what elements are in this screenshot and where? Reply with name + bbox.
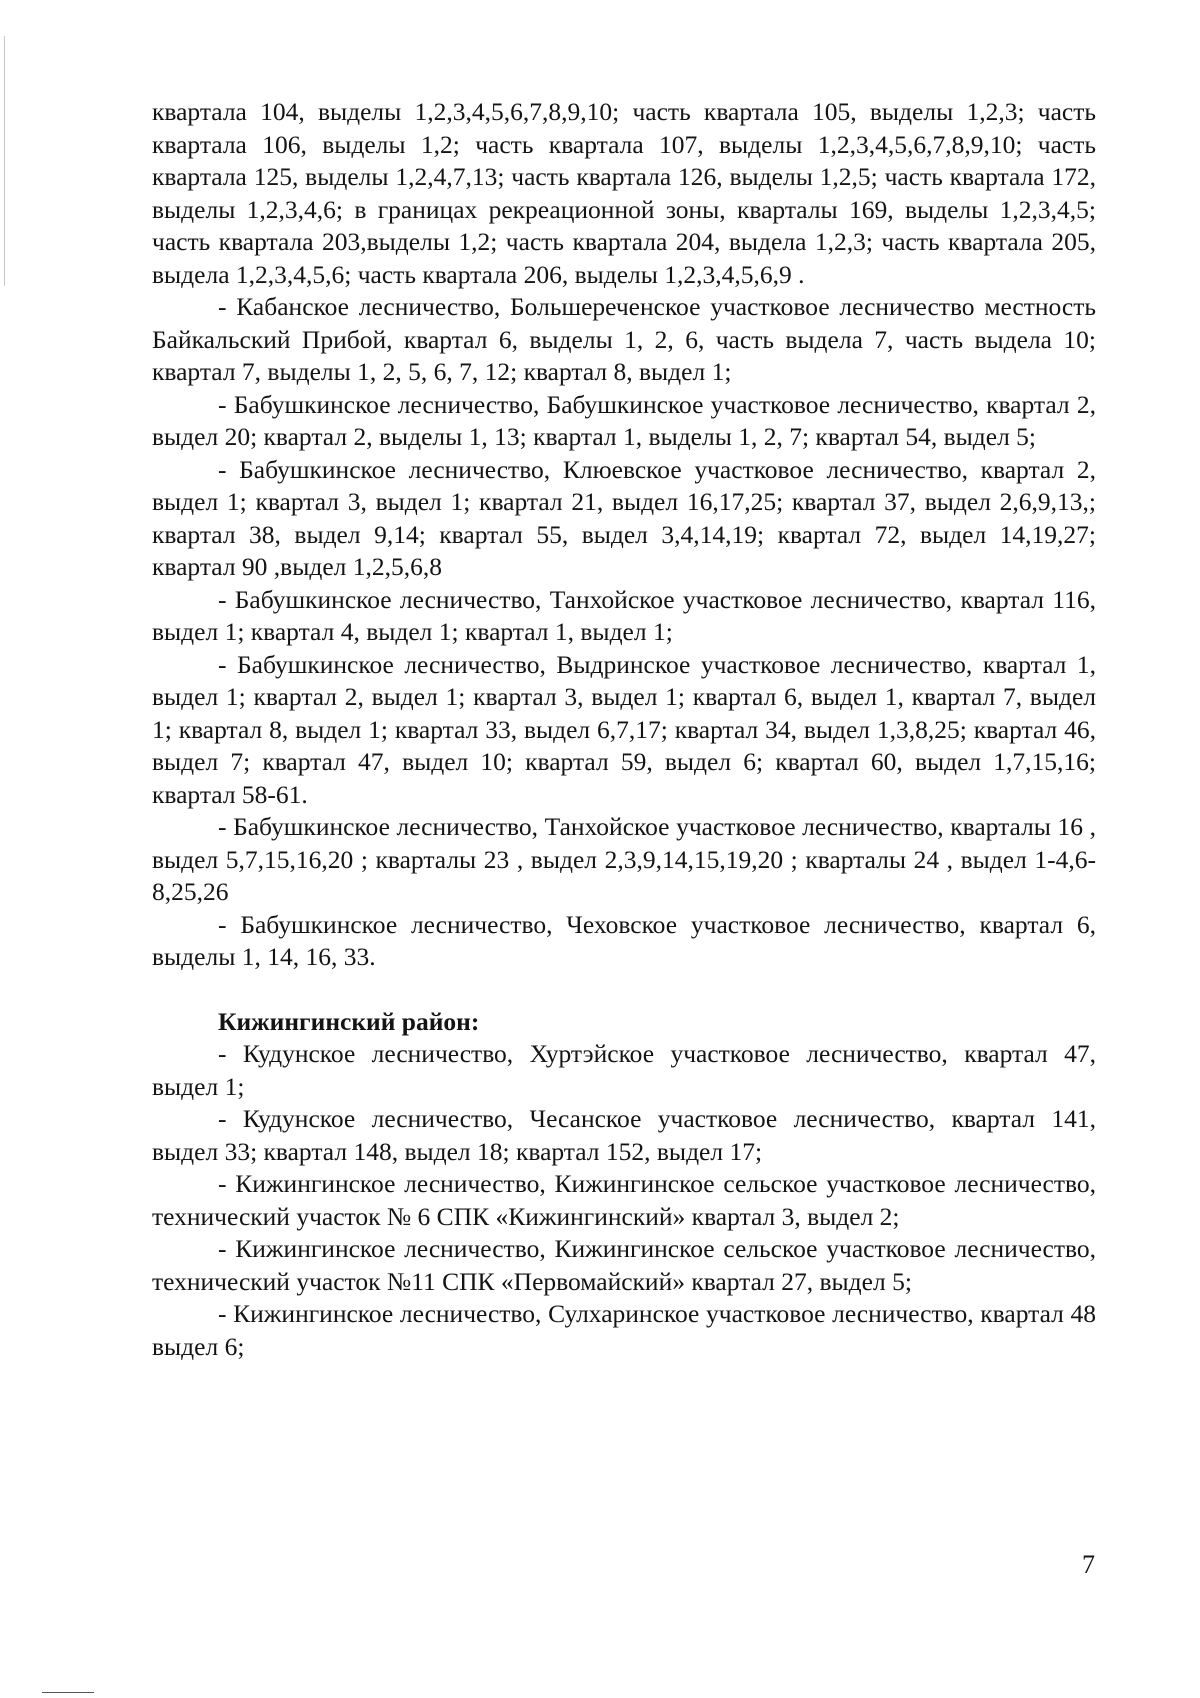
scan-edge-line (4, 36, 5, 286)
document-body (152, 96, 1096, 1363)
paragraph-kizhinga-sulkhara: - Кижингинское лесничество, Сулхаринское участковое лесничество, квартал 48 выдел 6; (152, 1299, 1096, 1361)
paragraph-continuation: квартала 104, выделы 1,2,3,4,5,6,7,8,9,10; часть квартала 105, выделы 1,2,3; часть квартала 106, выделы 1,2; часть квартала 107, выделы 1,2,3,4,5,6,7,8,9,10; часть квартала 125, выделы 1,2,4,7,13; часть квартала 126, выделы 1,2,5; часть квартала 172, выделы 1,2,3,4,6; в границах рекреационной зоны, кварталы 169, выделы 1,2,3,4,5; часть квартала 203,выделы 1,2; часть квартала 204, выдела 1,2,3; часть квартала 205, выдела 1,2,3,4,5,6; часть квартала 206, выделы 1,2,3,4,5,6,9 . (152, 97, 1096, 289)
paragraph-babushkin-babushkin: - Бабушкинское лесничество, Бабушкинское участковое лесничество, квартал 2, выдел 20; квартал 2, выделы 1, 13; квартал 1, выделы 1, 2, 7; квартал 54, выдел 5; (152, 389, 1096, 451)
paragraph-babushkin-klyuev: - Бабушкинское лесничество, Клюевское участковое лесничество, квартал 2, выдел 1; квартал 3, выдел 1; квартал 21, выдел 16,17,25; квартал 37, выдел 2,6,9,13,; квартал 38, выдел 9,14; квартал 55, выдел 3,4,14,19; квартал 72, выдел 14,19,27; квартал 90 ,выдел 1,2,5,6,8 (152, 454, 1096, 581)
section-heading: Кижингинский район: (218, 1006, 480, 1036)
paragraph-babushkin-chekhov: - Бабушкинское лесничество, Чеховское участковое лесничество, квартал 6, выделы 1, 14, 16, 33. (152, 909, 1096, 971)
footer-rule (42, 1692, 94, 1693)
paragraph-babushkin-tankhoy: - Бабушкинское лесничество, Танхойское участковое лесничество, квартал 116, выдел 1; квартал 4, выдел 1; квартал 1, выдел 1; (152, 584, 1096, 646)
paragraph-babushkin-vydrino: - Бабушкинское лесничество, Выдринское участковое лесничество, квартал 1, выдел 1; квартал 2, выдел 1; квартал 3, выдел 1; квартал 6, выдел 1, квартал 7, выдел 1; квартал 8, выдел 1; квартал 33, выдел 6,7,17; квартал 34, выдел 1,3,8,25; квартал 46, выдел 7; квартал 47, выдел 10; квартал 59, выдел 6; квартал 60, выдел 1,7,15,16; квартал 58-61. (152, 649, 1096, 809)
paragraph-kizhinga-kizhinginsky: - Кижингинское лесничество, Кижингинское сельское участковое лесничество, технический участок № 6 СПК «Кижингинский» квартал 3, выдел 2; (152, 1169, 1096, 1231)
page-number: 7 (1082, 1550, 1095, 1579)
paragraph-kizhinga-pervomaysky: - Кижингинское лесничество, Кижингинское сельское участковое лесничество, технический участок №11 СПК «Первомайский» квартал 27, выдел 5; (152, 1234, 1096, 1296)
paragraph-kudun-khurtey: - Кудунское лесничество, Хуртэйское участковое лесничество, квартал 47, выдел 1; (152, 1039, 1096, 1101)
paragraph-kudun-chesan: - Кудунское лесничество, Чесанское участковое лесничество, квартал 141, выдел 33; квартал 148, выдел 18; квартал 152, выдел 17; (152, 1104, 1096, 1166)
paragraph-babushkin-tankhoy-2: - Бабушкинское лесничество, Танхойское участковое лесничество, кварталы 16 , выдел 5,7,15,16,20 ; кварталы 23 , выдел 2,3,9,14,15,19,20 ; кварталы 24 , выдел 1-4,6-8,25,26 (152, 812, 1096, 906)
section-spacer (152, 974, 1096, 1006)
paragraph-kabansk-bolsherechensk: - Кабанское лесничество, Большереченское участковое лесничество местность Байкальский Прибой, квартал 6, выделы 1, 2, 6, часть выдела 7, часть выдела 10; квартал 7, выделы 1, 2, 5, 6, 7, 12; квартал 8, выдел 1; (152, 292, 1096, 386)
